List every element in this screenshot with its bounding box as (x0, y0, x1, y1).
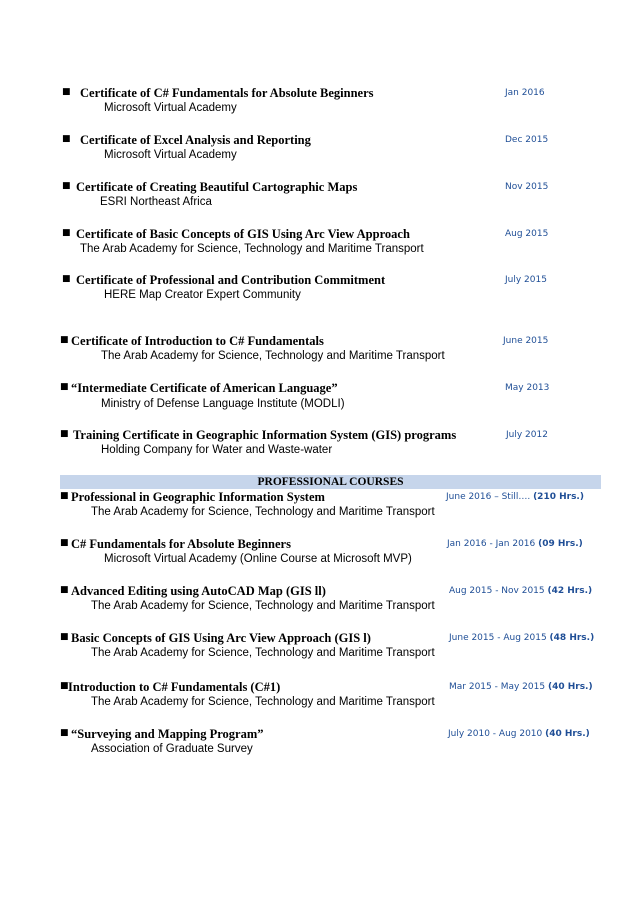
certificate-issuer: Ministry of Defense Language Institute (MODLI) (101, 398, 345, 410)
certificate-date: Jan 2016 (505, 88, 545, 98)
square-bullet-icon: ■ (60, 382, 69, 392)
square-bullet-icon: ■ (60, 632, 69, 642)
square-bullet-icon: ■ (62, 181, 71, 191)
square-bullet-icon: ■ (62, 134, 71, 144)
certificate-issuer: HERE Map Creator Expert Community (104, 289, 301, 301)
course-date: Jan 2016 - Jan 2016 (09 Hrs.) (447, 539, 583, 549)
course-date: June 2015 - Aug 2015 (48 Hrs.) (449, 633, 595, 643)
section-title: PROFESSIONAL COURSES (257, 476, 404, 488)
course-institution: Association of Graduate Survey (91, 743, 253, 755)
certificate-title: Certificate of C# Fundamentals for Absolute Beginners (80, 86, 374, 100)
certificate-title: Certificate of Excel Analysis and Reporting (80, 133, 311, 147)
square-bullet-icon: ■ (62, 228, 71, 238)
square-bullet-icon: ■ (60, 585, 69, 595)
square-bullet-icon: ■ (60, 429, 69, 439)
course-institution: The Arab Academy for Science, Technology and Maritime Transport (91, 696, 435, 708)
certificate-title: Certificate of Introduction to C# Fundamentals (71, 334, 324, 348)
course-institution: The Arab Academy for Science, Technology and Maritime Transport (91, 600, 435, 612)
certificate-issuer: Microsoft Virtual Academy (104, 102, 237, 114)
certificate-issuer: Microsoft Virtual Academy (104, 149, 237, 161)
square-bullet-icon: ■ (60, 728, 69, 738)
course-title: C# Fundamentals for Absolute Beginners (71, 537, 291, 551)
course-date: Aug 2015 - Nov 2015 (42 Hrs.) (449, 586, 593, 596)
course-title: Professional in Geographic Information System (71, 490, 325, 504)
certificate-title: “Intermediate Certificate of American Language” (71, 381, 338, 395)
square-bullet-icon: ■ (60, 538, 69, 548)
course-title: Introduction to C# Fundamentals (C#1) (68, 680, 281, 694)
square-bullet-icon: ■ (60, 681, 69, 691)
course-title: Basic Concepts of GIS Using Arc View Approach (GIS l) (71, 631, 371, 645)
square-bullet-icon: ■ (62, 87, 71, 97)
certificate-date: May 2013 (505, 383, 550, 393)
course-title: Advanced Editing using AutoCAD Map (GIS ll) (71, 584, 326, 598)
section-header-bar (60, 475, 601, 489)
course-title: “Surveying and Mapping Program” (71, 727, 264, 741)
certificate-date: July 2015 (505, 275, 547, 285)
certificate-date: Dec 2015 (505, 135, 549, 145)
certificate-date: Aug 2015 (505, 229, 549, 239)
square-bullet-icon: ■ (62, 274, 71, 284)
certificate-issuer: The Arab Academy for Science, Technology and Maritime Transport (101, 350, 445, 362)
certificate-title: Certificate of Basic Concepts of GIS Using Arc View Approach (76, 227, 410, 241)
certificate-issuer: Holding Company for Water and Waste-water (101, 444, 333, 456)
certificate-title: Certificate of Creating Beautiful Cartographic Maps (76, 180, 358, 194)
certificate-title: Training Certificate in Geographic Information System (GIS) programs (73, 428, 457, 442)
certificate-date: Nov 2015 (505, 182, 549, 192)
course-institution: The Arab Academy for Science, Technology and Maritime Transport (91, 647, 435, 659)
course-date: Mar 2015 - May 2015 (40 Hrs.) (449, 682, 593, 692)
certificate-title: Certificate of Professional and Contribution Commitment (76, 273, 386, 287)
course-date: June 2016 – Still…. (210 Hrs.) (446, 492, 584, 502)
course-date: July 2010 - Aug 2010 (40 Hrs.) (448, 729, 590, 739)
course-institution: Microsoft Virtual Academy (Online Course at Microsoft MVP) (104, 553, 412, 565)
certificate-date: July 2012 (506, 430, 548, 440)
square-bullet-icon: ■ (60, 491, 69, 501)
square-bullet-icon: ■ (60, 335, 69, 345)
certificate-issuer: ESRI Northeast Africa (100, 196, 212, 208)
certificate-issuer: The Arab Academy for Science, Technology and Maritime Transport (80, 243, 424, 255)
certificate-date: June 2015 (503, 336, 549, 346)
course-institution: The Arab Academy for Science, Technology and Maritime Transport (91, 506, 435, 518)
